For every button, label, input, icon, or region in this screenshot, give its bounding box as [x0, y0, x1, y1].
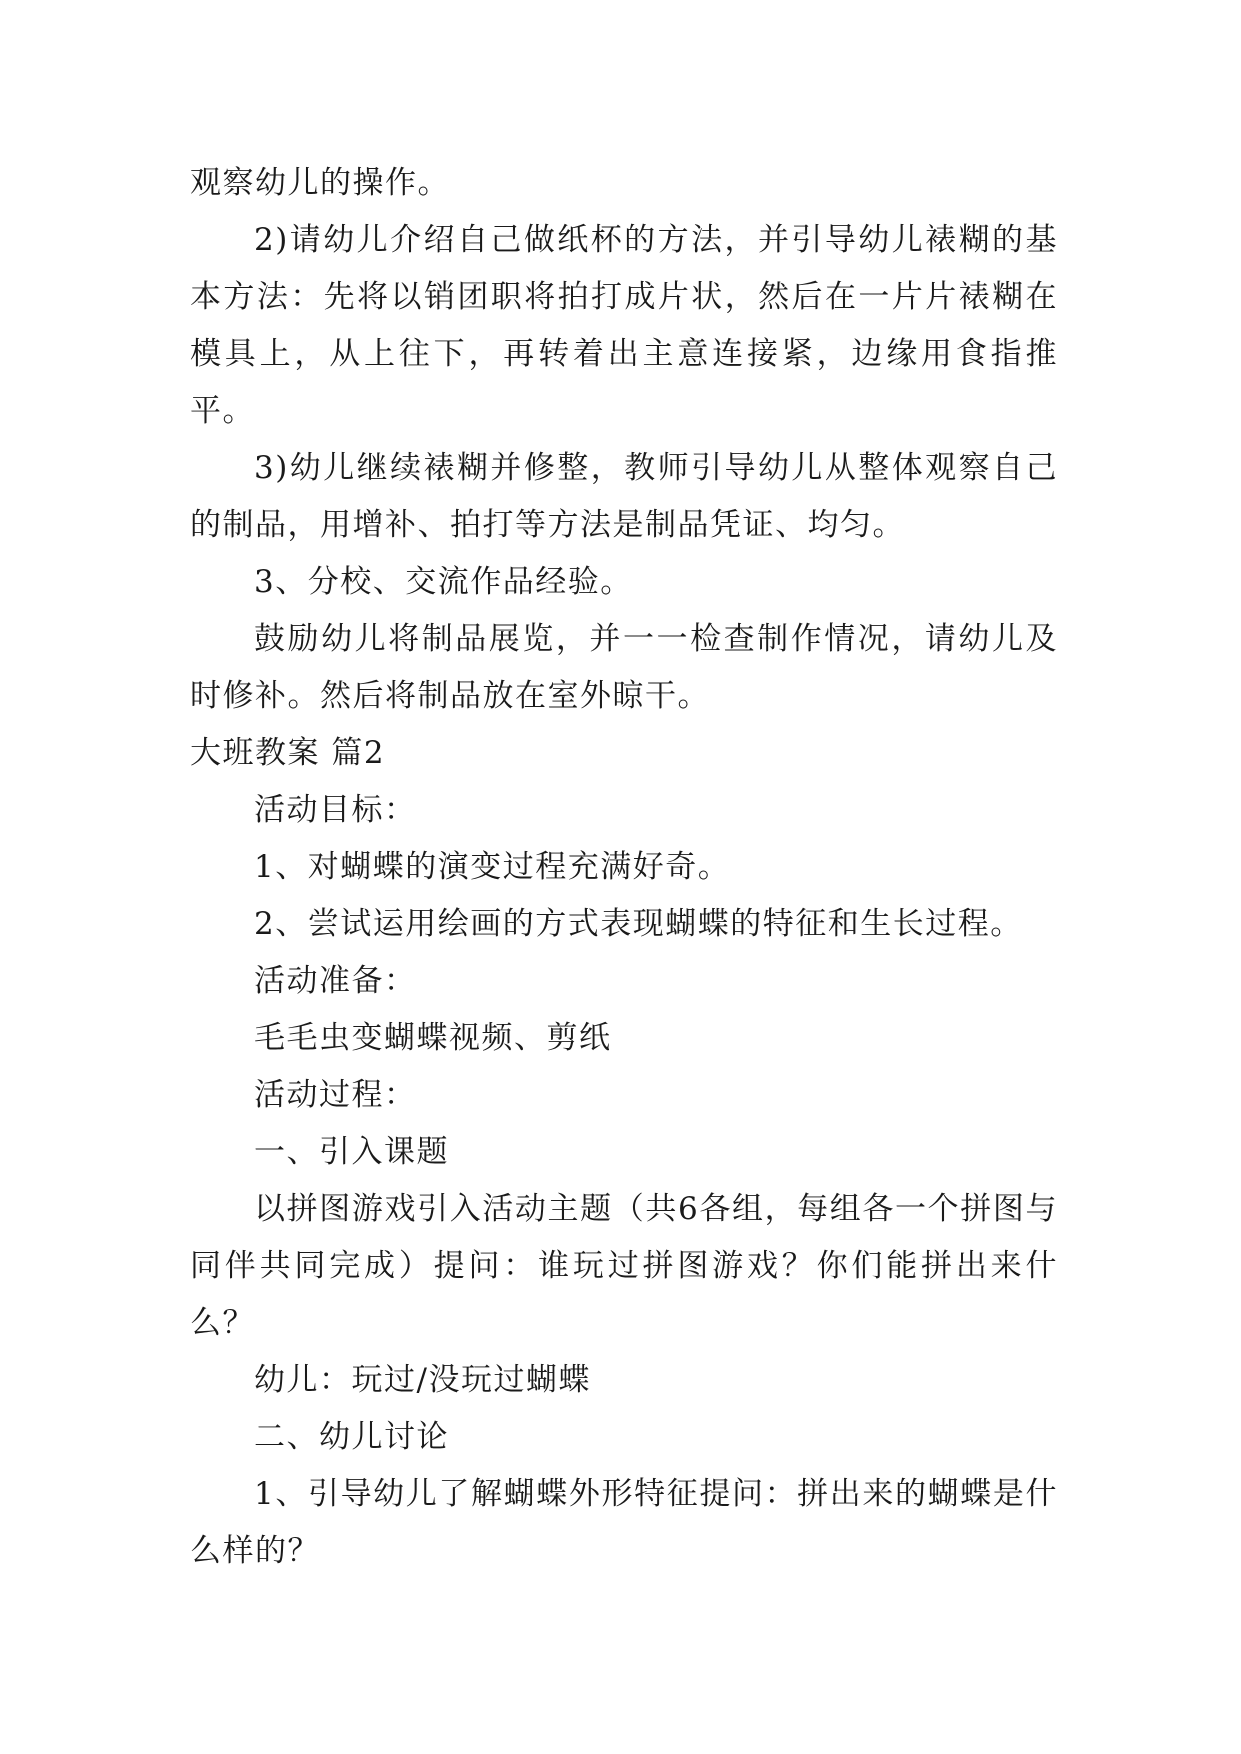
paragraph-encourage: 鼓励幼儿将制品展览，并一一检查制作情况，请幼儿及时修补。然后将制品放在室外晾干。	[190, 621, 1058, 714]
paragraph-share: 3、分校、交流作品经验。	[254, 564, 633, 600]
activity-process-heading: 活动过程：	[254, 1077, 417, 1113]
process-step-1-title: 一、引入课题	[254, 1134, 449, 1170]
goal-item-2: 2、尝试运用绘画的方式表现蝴蝶的特征和生长过程。	[254, 906, 1023, 942]
process-step-2-title: 二、幼儿讨论	[254, 1419, 449, 1455]
process-step-2-body: 1、引导幼儿了解蝴蝶外形特征提问：拼出来的蝴蝶是什么样的？	[190, 1476, 1058, 1569]
paragraph-step-3: 3)幼儿继续裱糊并修整，教师引导幼儿从整体观察自己的制品，用增补、拍打等方法是制品凭证、均匀。	[190, 450, 1058, 543]
children-answer: 幼儿：玩过/没玩过蝴蝶	[254, 1362, 591, 1398]
paragraph-step-2: 2)请幼儿介绍自己做纸杯的方法，并引导幼儿裱糊的基本方法：先将以销团职将拍打成片状，然后在一片片裱糊在模具上，从上往下，再转着出主意连接紧，边缘用食指推平。	[190, 222, 1058, 429]
process-step-1-body: 以拼图游戏引入活动主题（共6各组，每组各一个拼图与同伴共同完成）提问：谁玩过拼图游戏？你们能拼出来什么？	[190, 1191, 1058, 1341]
prep-materials: 毛毛虫变蝴蝶视频、剪纸	[254, 1020, 612, 1056]
activity-prep-heading: 活动准备：	[254, 963, 417, 999]
section-title: 大班教案 篇2	[190, 735, 386, 771]
paragraph-observe: 观察幼儿的操作。	[190, 165, 450, 201]
document-body	[190, 155, 1058, 1580]
activity-goals-heading: 活动目标：	[254, 792, 417, 828]
goal-item-1: 1、对蝴蝶的演变过程充满好奇。	[254, 849, 731, 885]
